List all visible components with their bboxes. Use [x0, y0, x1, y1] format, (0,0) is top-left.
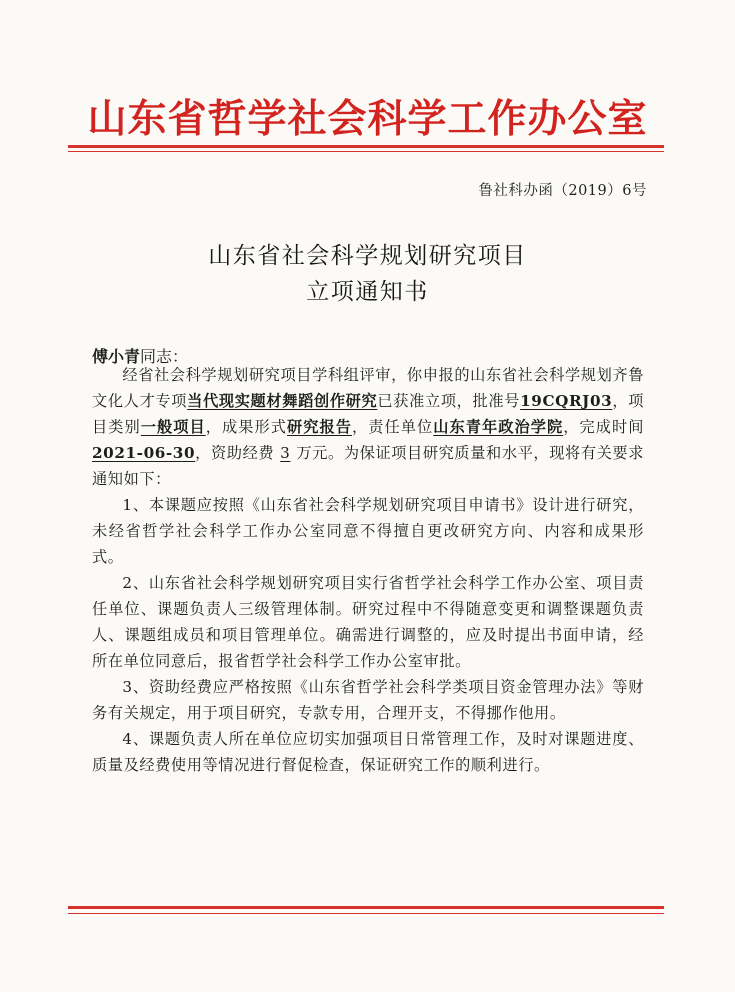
project-category: 一般项目 — [140, 418, 206, 436]
requirement-item-2: 2、山东省社会科学规划研究项目实行省哲学社会科学工作办公室、项目责任单位、课题负责人三级管理体制。研究过程中不得随意变更和调整课题负责人、课题组成员和项目管理单位。确需进行调整的，应及时提出书面申请，经所在单位同意后，报省哲学社会科学工作办公室审批。 — [92, 574, 644, 670]
completion-date: 2021-06-30 — [92, 444, 196, 462]
notice-body — [92, 362, 644, 778]
document-number: 鲁社科办函（2019）6号 — [478, 183, 647, 199]
approval-number: 19CQRJ03 — [520, 392, 613, 410]
intro-text: ，责任单位 — [352, 418, 434, 436]
recipient-name: 傅小青 — [92, 347, 141, 366]
intro-text: 已获准立项，批准号 — [377, 392, 521, 410]
intro-text: 经省社会科学规划研究项目学科组评审，你申报的山东省社会科学规划齐鲁文化人才专项 — [92, 366, 644, 410]
header-rule-thin — [68, 151, 664, 152]
intro-text: 万元。为保证项目研究质量和水平，现将有关要求通知如下： — [92, 444, 645, 488]
header-rule-thick — [68, 145, 664, 148]
footer-rule-thin — [68, 913, 664, 914]
issuing-office-header: 山东省哲学社会科学工作办公室 — [87, 97, 648, 142]
intro-text: ，项目类别 — [92, 392, 645, 436]
result-form: 研究报告 — [287, 418, 352, 436]
intro-text: ，成果形式 — [205, 418, 287, 436]
requirement-item-1: 1、本课题应按照《山东省社会科学规划研究项目申请书》设计进行研究，未经省哲学社会科学工作办公室同意不得擅自更改研究方向、内容和成果形式。 — [92, 496, 644, 566]
intro-paragraph — [92, 362, 644, 492]
footer-rule-thick — [68, 906, 664, 909]
funding-amount: 3 — [280, 444, 291, 462]
notice-title-line1: 山东省社会科学规划研究项目 — [208, 243, 527, 269]
project-title: 当代现实题材舞蹈创作研究 — [187, 392, 378, 410]
notice-title-line2: 立项通知书 — [306, 279, 429, 305]
requirement-item-3: 3、资助经费应严格按照《山东省哲学社会科学类项目资金管理办法》等财务有关规定，用于项目研究，专款专用，合理开支，不得挪作他用。 — [92, 678, 644, 722]
responsible-unit: 山东青年政治学院 — [433, 418, 564, 436]
requirement-item-4: 4、课题负责人所在单位应切实加强项目日常管理工作，及时对课题进度、质量及经费使用等情况进行督促检查，保证研究工作的顺利进行。 — [92, 730, 644, 774]
intro-text: ，完成时间 — [563, 418, 645, 436]
salutation-suffix: 同志： — [140, 347, 189, 366]
intro-text: ，资助经费 — [195, 444, 275, 462]
